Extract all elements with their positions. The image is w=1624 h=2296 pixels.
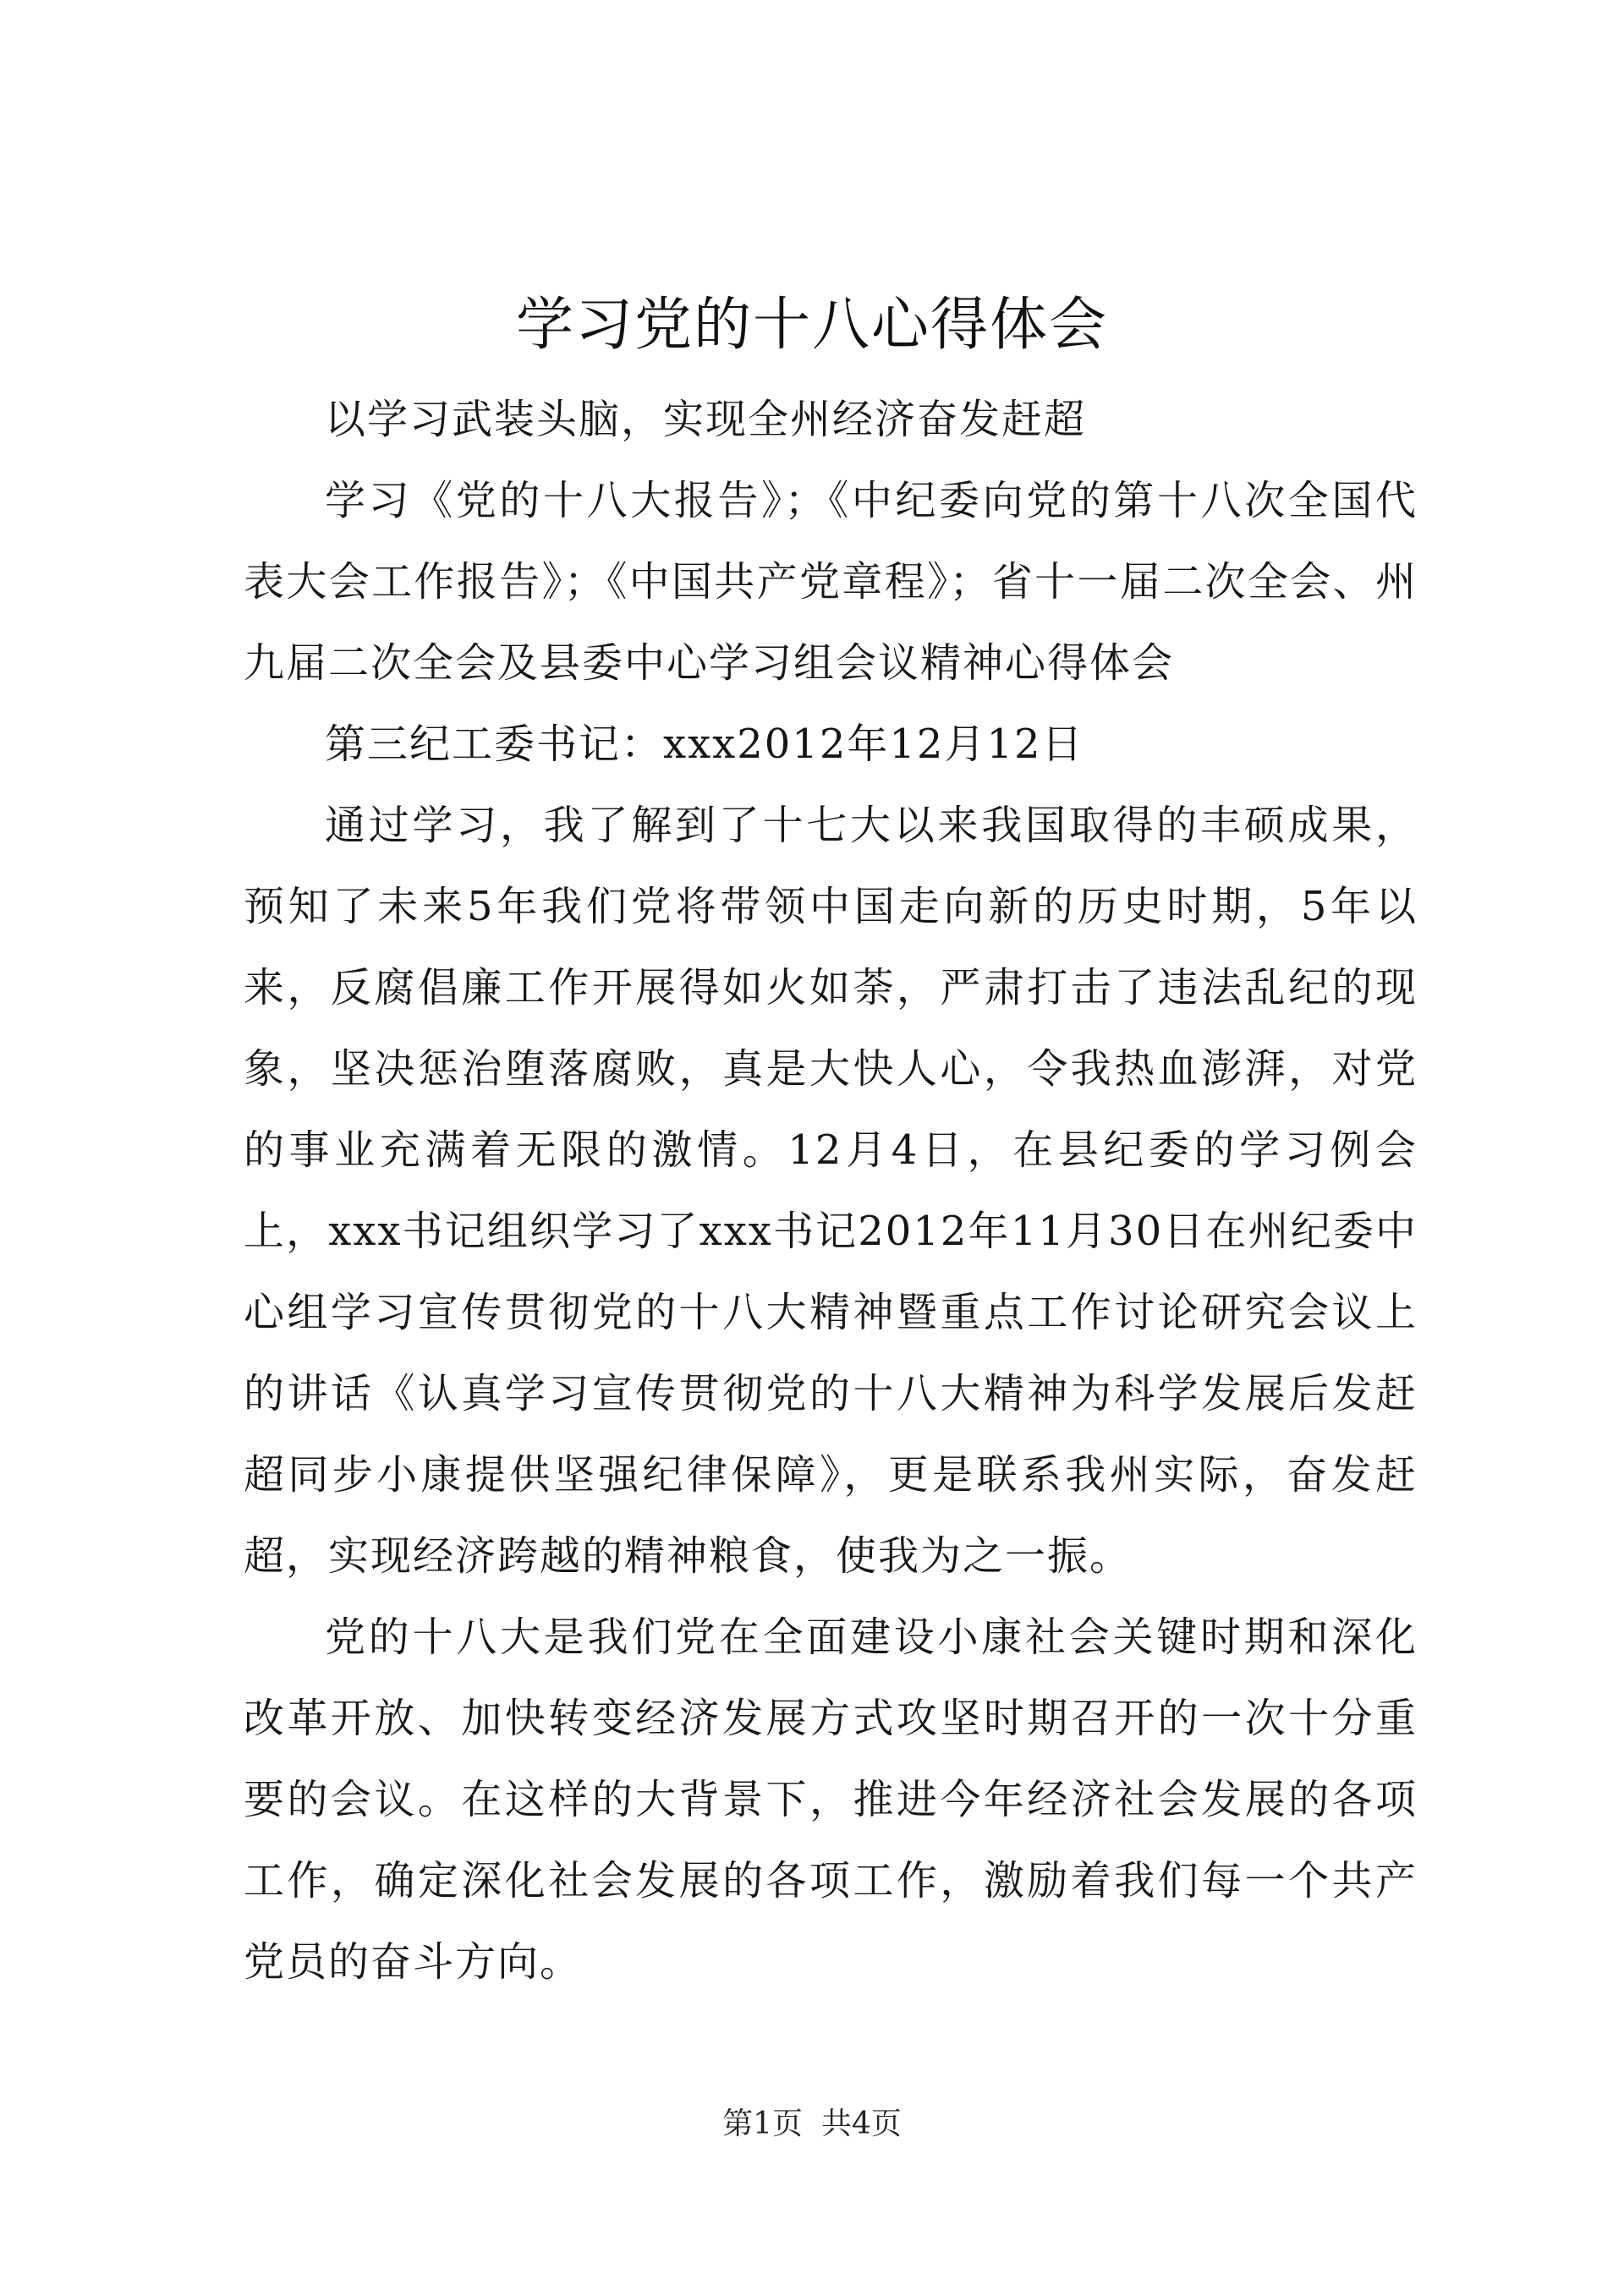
paragraph-author-date: 第三纪工委书记：xxx2012年12月12日 xyxy=(325,721,1084,768)
page-footer xyxy=(0,2104,1624,2145)
paragraph-subtitle: 以学习武装头脑，实现全州经济奋发赶超 xyxy=(325,396,1087,443)
paragraph-study-list: 学习《党的十八大报告》；《中纪委向党的第十八次全国代表大会工作报告》；《中国共产党章程》；省十一届二次全会、州九届二次全会及县委中心学习组会议精神心得体会 xyxy=(244,477,1418,687)
document-body xyxy=(244,379,1418,2003)
page-number: 第1页 xyxy=(722,2107,803,2141)
paragraph-body-1: 通过学习，我了解到了十七大以来我国取得的丰硕成果，预知了未来5年我们党将带领中国走向新的历史时期，5年以来，反腐倡廉工作开展得如火如荼，严肃打击了违法乱纪的现象，坚决惩治堕落腐败，真是大快人心，令我热血澎湃，对党的事业充满着无限的激情。12月4日，在县纪委的学习例会上，xxx书记组织学习了xxx书记2012年11月30日在州纪委中心组学习宣传贯彻党的十八大精神暨重点工作讨论研究会议上的讲话《认真学习宣传贯彻党的十八大精神为科学发展后发赶超同步小康提供坚强纪律保障》，更是联系我州实际，奋发赶超，实现经济跨越的精神粮食，使我为之一振。 xyxy=(244,802,1418,1580)
paragraph-body-2: 党的十八大是我们党在全面建设小康社会关键时期和深化改革开放、加快转变经济发展方式攻坚时期召开的一次十分重要的会议。在这样的大背景下，推进今年经济社会发展的各项工作，确定深化社会发展的各项工作，激励着我们每一个共产党员的奋斗方向。 xyxy=(244,1614,1418,1986)
page-total: 共4页 xyxy=(821,2107,902,2141)
document-title: 学习党的十八心得体会 xyxy=(515,292,1108,359)
